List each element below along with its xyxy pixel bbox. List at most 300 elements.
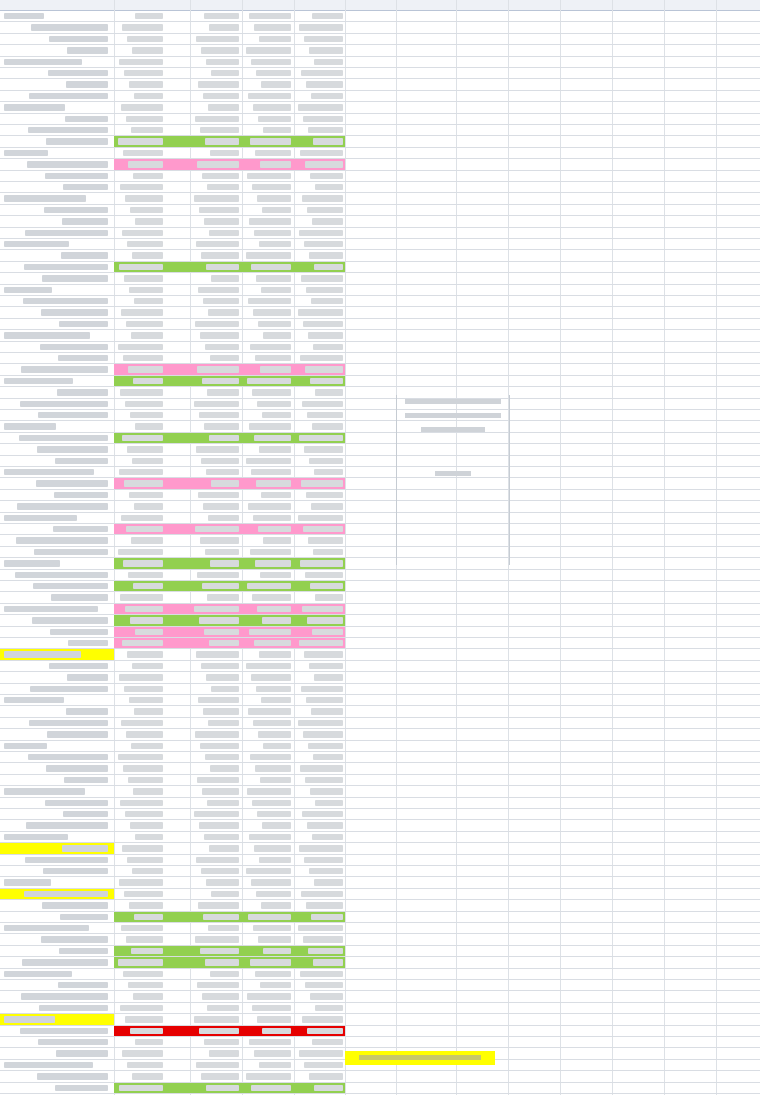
table-row bbox=[0, 1014, 760, 1025]
cell-value-placeholder bbox=[128, 982, 163, 988]
row-label-placeholder bbox=[28, 754, 108, 760]
cell-value-placeholder bbox=[202, 583, 239, 589]
cell-value-placeholder bbox=[195, 321, 239, 327]
table-row bbox=[0, 991, 760, 1002]
cell-value-placeholder bbox=[254, 640, 291, 646]
cell-value-placeholder bbox=[308, 332, 343, 338]
table-row bbox=[0, 1037, 760, 1048]
row-label-placeholder bbox=[4, 195, 86, 201]
cell-value-placeholder bbox=[258, 936, 291, 942]
table-row bbox=[0, 513, 760, 524]
row-label-placeholder bbox=[4, 560, 60, 566]
cell-value-placeholder bbox=[199, 822, 239, 828]
cell-value-placeholder bbox=[125, 195, 163, 201]
cell-value-placeholder bbox=[262, 207, 291, 213]
cell-value-placeholder bbox=[122, 1050, 163, 1056]
cell-value-placeholder bbox=[260, 982, 291, 988]
cell-value-placeholder bbox=[304, 446, 343, 452]
cell-value-placeholder bbox=[300, 150, 343, 156]
cell-value-placeholder bbox=[126, 731, 163, 737]
row-label-placeholder bbox=[44, 207, 108, 213]
cell-value-placeholder bbox=[315, 800, 343, 806]
cell-value-placeholder bbox=[124, 70, 163, 76]
cell-value-placeholder bbox=[254, 845, 291, 851]
row-label-placeholder bbox=[4, 13, 44, 19]
cell-value-placeholder bbox=[248, 503, 291, 509]
row-label-placeholder bbox=[21, 366, 108, 372]
table-row bbox=[0, 786, 760, 797]
cell-value-placeholder bbox=[210, 355, 239, 361]
table-row bbox=[0, 672, 760, 683]
row-label-placeholder bbox=[38, 412, 108, 418]
cell-value-placeholder bbox=[254, 230, 291, 236]
cell-value-placeholder bbox=[306, 697, 343, 703]
cell-value-placeholder bbox=[200, 537, 239, 543]
cell-value-placeholder bbox=[302, 1016, 343, 1022]
cell-value-placeholder bbox=[204, 13, 239, 19]
cell-value-placeholder bbox=[125, 401, 163, 407]
row-label-placeholder bbox=[68, 640, 108, 646]
table-row bbox=[0, 79, 760, 90]
cell-value-placeholder bbox=[301, 275, 343, 281]
row-label-placeholder bbox=[29, 720, 108, 726]
table-row bbox=[0, 250, 760, 261]
row-label-placeholder bbox=[54, 492, 108, 498]
cell-value-placeholder bbox=[260, 366, 291, 372]
row-label-placeholder bbox=[50, 629, 108, 635]
cell-value-placeholder bbox=[201, 47, 239, 53]
table-row bbox=[0, 399, 760, 410]
row-label-placeholder bbox=[22, 959, 108, 965]
cell-value-placeholder bbox=[134, 914, 163, 920]
cell-value-placeholder bbox=[201, 868, 239, 874]
cell-value-placeholder bbox=[300, 560, 343, 566]
cell-value-placeholder bbox=[313, 754, 343, 760]
cell-value-placeholder bbox=[263, 743, 291, 749]
cell-value-placeholder bbox=[207, 594, 239, 600]
cell-value-placeholder bbox=[121, 104, 163, 110]
row-label-placeholder bbox=[46, 765, 108, 771]
cell-value-placeholder bbox=[121, 309, 163, 315]
table-row bbox=[0, 934, 760, 945]
cell-value-placeholder bbox=[309, 47, 343, 53]
cell-value-placeholder bbox=[128, 572, 163, 578]
cell-value-placeholder bbox=[211, 891, 239, 897]
cell-value-placeholder bbox=[200, 332, 239, 338]
table-row bbox=[0, 866, 760, 877]
cell-value-placeholder bbox=[202, 173, 239, 179]
cell-value-placeholder bbox=[133, 173, 163, 179]
table-row bbox=[0, 102, 760, 113]
table-row bbox=[0, 456, 760, 467]
row-label-placeholder bbox=[4, 834, 68, 840]
cell-value-placeholder bbox=[309, 868, 343, 874]
cell-value-placeholder bbox=[307, 1028, 343, 1034]
result-note bbox=[345, 1051, 495, 1065]
cell-value-placeholder bbox=[306, 902, 343, 908]
cell-value-placeholder bbox=[249, 629, 291, 635]
cell-value-placeholder bbox=[303, 731, 343, 737]
row-label-placeholder bbox=[4, 606, 98, 612]
cell-value-placeholder bbox=[255, 355, 291, 361]
cell-value-placeholder bbox=[124, 891, 163, 897]
cell-value-placeholder bbox=[246, 458, 291, 464]
cell-value-placeholder bbox=[200, 743, 239, 749]
row-label-placeholder bbox=[37, 1073, 108, 1079]
cell-value-placeholder bbox=[210, 765, 239, 771]
cell-value-placeholder bbox=[304, 241, 343, 247]
cell-value-placeholder bbox=[248, 93, 291, 99]
cell-value-placeholder bbox=[306, 492, 343, 498]
cell-value-placeholder bbox=[127, 1062, 163, 1068]
cell-value-placeholder bbox=[207, 800, 239, 806]
table-row bbox=[0, 706, 760, 717]
cell-value-placeholder bbox=[310, 583, 343, 589]
column-header bbox=[0, 0, 760, 11]
table-row bbox=[0, 193, 760, 204]
row-label-placeholder bbox=[51, 594, 108, 600]
cell-value-placeholder bbox=[124, 480, 163, 486]
row-label-placeholder bbox=[16, 537, 108, 543]
cell-value-placeholder bbox=[194, 1016, 239, 1022]
cell-value-placeholder bbox=[250, 138, 291, 144]
cell-value-placeholder bbox=[246, 868, 291, 874]
table-row bbox=[0, 114, 760, 125]
cell-value-placeholder bbox=[210, 971, 239, 977]
row-label-placeholder bbox=[4, 651, 81, 657]
table-row bbox=[0, 68, 760, 79]
cell-value-placeholder bbox=[302, 811, 343, 817]
cell-value-placeholder bbox=[131, 743, 163, 749]
cell-value-placeholder bbox=[204, 423, 239, 429]
cell-value-placeholder bbox=[124, 275, 163, 281]
row-label-placeholder bbox=[45, 800, 108, 806]
cell-value-placeholder bbox=[314, 1085, 343, 1091]
cell-value-placeholder bbox=[132, 1073, 163, 1079]
cell-value-placeholder bbox=[311, 93, 343, 99]
cell-value-placeholder bbox=[118, 138, 163, 144]
cell-value-placeholder bbox=[195, 526, 239, 532]
cell-value-placeholder bbox=[313, 344, 343, 350]
cell-value-placeholder bbox=[259, 1062, 291, 1068]
cell-value-placeholder bbox=[312, 218, 343, 224]
cell-value-placeholder bbox=[130, 822, 163, 828]
cell-value-placeholder bbox=[125, 811, 163, 817]
table-row bbox=[0, 34, 760, 45]
cell-value-placeholder bbox=[253, 515, 291, 521]
cell-value-placeholder bbox=[211, 275, 239, 281]
cell-value-placeholder bbox=[195, 116, 239, 122]
cell-value-placeholder bbox=[313, 138, 343, 144]
row-label-placeholder bbox=[63, 184, 108, 190]
cell-value-placeholder bbox=[256, 891, 291, 897]
cell-value-placeholder bbox=[259, 857, 291, 863]
cell-value-placeholder bbox=[120, 800, 163, 806]
cell-value-placeholder bbox=[206, 264, 239, 270]
table-row bbox=[0, 649, 760, 660]
row-label-placeholder bbox=[4, 788, 85, 794]
cell-value-placeholder bbox=[300, 971, 343, 977]
cell-value-placeholder bbox=[301, 686, 343, 692]
row-label-placeholder bbox=[4, 59, 82, 65]
row-label-placeholder bbox=[43, 868, 108, 874]
cell-value-placeholder bbox=[304, 651, 343, 657]
cell-value-placeholder bbox=[252, 594, 291, 600]
cell-value-placeholder bbox=[205, 138, 239, 144]
cell-value-placeholder bbox=[254, 1050, 291, 1056]
row-label-placeholder bbox=[4, 378, 73, 384]
row-label-placeholder bbox=[4, 150, 48, 156]
row-label-placeholder bbox=[30, 686, 108, 692]
cell-value-placeholder bbox=[309, 663, 343, 669]
cell-value-placeholder bbox=[247, 583, 291, 589]
cell-value-placeholder bbox=[196, 651, 239, 657]
table-row bbox=[0, 741, 760, 752]
cell-value-placeholder bbox=[132, 663, 163, 669]
row-label-placeholder bbox=[47, 731, 108, 737]
row-label-placeholder bbox=[59, 948, 108, 954]
cell-value-placeholder bbox=[207, 184, 239, 190]
cell-value-placeholder bbox=[119, 59, 163, 65]
cell-value-placeholder bbox=[247, 993, 291, 999]
cell-value-placeholder bbox=[253, 104, 291, 110]
row-label-placeholder bbox=[24, 891, 108, 897]
row-label-placeholder bbox=[38, 1039, 108, 1045]
cell-value-placeholder bbox=[130, 1028, 163, 1034]
cell-value-placeholder bbox=[208, 309, 239, 315]
cell-value-placeholder bbox=[258, 116, 291, 122]
cell-value-placeholder bbox=[301, 891, 343, 897]
cell-value-placeholder bbox=[124, 686, 163, 692]
cell-value-placeholder bbox=[131, 948, 163, 954]
table-row bbox=[0, 319, 760, 330]
cell-value-placeholder bbox=[254, 435, 291, 441]
table-row bbox=[0, 421, 760, 432]
table-row bbox=[0, 205, 760, 216]
row-label-placeholder bbox=[61, 252, 108, 258]
row-label-placeholder bbox=[4, 469, 94, 475]
row-label-placeholder bbox=[20, 1028, 108, 1034]
row-label-placeholder bbox=[42, 902, 108, 908]
cell-value-placeholder bbox=[256, 275, 291, 281]
cell-value-placeholder bbox=[194, 195, 239, 201]
cell-value-placeholder bbox=[210, 150, 239, 156]
table-row bbox=[0, 855, 760, 866]
cell-value-placeholder bbox=[209, 230, 239, 236]
cell-value-placeholder bbox=[259, 241, 291, 247]
cell-value-placeholder bbox=[247, 173, 291, 179]
cell-value-placeholder bbox=[305, 572, 343, 578]
cell-value-placeholder bbox=[257, 401, 291, 407]
cell-value-placeholder bbox=[259, 36, 291, 42]
table-row bbox=[0, 798, 760, 809]
cell-value-placeholder bbox=[198, 902, 239, 908]
cell-value-placeholder bbox=[248, 914, 291, 920]
cell-value-placeholder bbox=[305, 161, 343, 167]
cell-value-placeholder bbox=[250, 344, 291, 350]
cell-value-placeholder bbox=[246, 663, 291, 669]
row-label-placeholder bbox=[4, 1016, 55, 1022]
row-label-placeholder bbox=[4, 925, 89, 931]
row-label-placeholder bbox=[65, 116, 108, 122]
cell-value-placeholder bbox=[302, 401, 343, 407]
cell-value-placeholder bbox=[209, 640, 239, 646]
table-row bbox=[0, 433, 760, 444]
row-label-placeholder bbox=[28, 127, 108, 133]
cell-value-placeholder bbox=[249, 834, 291, 840]
cell-value-placeholder bbox=[259, 446, 291, 452]
table-row bbox=[0, 912, 760, 923]
cell-value-placeholder bbox=[257, 811, 291, 817]
row-label-placeholder bbox=[60, 914, 108, 920]
row-label-placeholder bbox=[46, 138, 108, 144]
cell-value-placeholder bbox=[204, 1039, 239, 1045]
cell-value-placeholder bbox=[134, 93, 163, 99]
table-row bbox=[0, 638, 760, 649]
row-label-placeholder bbox=[4, 697, 64, 703]
table-row bbox=[0, 467, 760, 478]
table-row bbox=[0, 136, 760, 147]
row-label-placeholder bbox=[59, 321, 108, 327]
row-label-placeholder bbox=[63, 811, 108, 817]
row-label-placeholder bbox=[4, 287, 52, 293]
cell-value-placeholder bbox=[300, 355, 343, 361]
cell-value-placeholder bbox=[201, 663, 239, 669]
table-row bbox=[0, 558, 760, 569]
cell-value-placeholder bbox=[254, 24, 291, 30]
cell-value-placeholder bbox=[315, 594, 343, 600]
cell-value-placeholder bbox=[255, 765, 291, 771]
cell-value-placeholder bbox=[204, 629, 239, 635]
cell-value-placeholder bbox=[123, 355, 163, 361]
cell-value-placeholder bbox=[249, 1039, 291, 1045]
row-label-placeholder bbox=[42, 275, 108, 281]
cell-value-placeholder bbox=[257, 195, 291, 201]
cell-value-placeholder bbox=[194, 811, 239, 817]
cell-value-placeholder bbox=[127, 241, 163, 247]
row-label-placeholder bbox=[53, 526, 108, 532]
cell-value-placeholder bbox=[250, 754, 291, 760]
cell-value-placeholder bbox=[256, 480, 291, 486]
row-label-placeholder bbox=[4, 241, 69, 247]
cell-value-placeholder bbox=[311, 298, 343, 304]
table-row bbox=[0, 957, 760, 968]
row-label-placeholder bbox=[58, 982, 108, 988]
cell-value-placeholder bbox=[210, 560, 239, 566]
cell-value-placeholder bbox=[128, 366, 163, 372]
row-label-placeholder bbox=[58, 355, 108, 361]
cell-value-placeholder bbox=[305, 777, 343, 783]
cell-value-placeholder bbox=[118, 549, 163, 555]
cell-value-placeholder bbox=[304, 36, 343, 42]
cell-value-placeholder bbox=[196, 446, 239, 452]
cell-value-placeholder bbox=[298, 925, 343, 931]
cell-value-placeholder bbox=[251, 879, 291, 885]
cell-value-placeholder bbox=[200, 948, 239, 954]
cell-value-placeholder bbox=[314, 674, 343, 680]
cell-value-placeholder bbox=[196, 1062, 239, 1068]
cell-value-placeholder bbox=[298, 104, 343, 110]
table-row bbox=[0, 159, 760, 170]
cell-value-placeholder bbox=[263, 332, 291, 338]
cell-value-placeholder bbox=[302, 195, 343, 201]
cell-value-placeholder bbox=[248, 708, 291, 714]
cell-value-placeholder bbox=[131, 127, 163, 133]
table-row bbox=[0, 125, 760, 136]
row-label-placeholder bbox=[19, 435, 108, 441]
cell-value-placeholder bbox=[120, 1005, 163, 1011]
table-row bbox=[0, 832, 760, 843]
table-row bbox=[0, 239, 760, 250]
cell-value-placeholder bbox=[121, 515, 163, 521]
cell-value-placeholder bbox=[207, 1005, 239, 1011]
cell-value-placeholder bbox=[308, 127, 343, 133]
cell-value-placeholder bbox=[310, 173, 343, 179]
cell-value-placeholder bbox=[308, 537, 343, 543]
cell-value-placeholder bbox=[309, 252, 343, 258]
table-row bbox=[0, 627, 760, 638]
cell-value-placeholder bbox=[123, 560, 163, 566]
cell-value-placeholder bbox=[253, 309, 291, 315]
table-row bbox=[0, 524, 760, 535]
cell-value-placeholder bbox=[258, 321, 291, 327]
table-row bbox=[0, 501, 760, 512]
table-row bbox=[0, 148, 760, 159]
table-row bbox=[0, 57, 760, 68]
cell-value-placeholder bbox=[129, 492, 163, 498]
row-label-placeholder bbox=[62, 218, 108, 224]
cell-value-placeholder bbox=[127, 857, 163, 863]
row-label-placeholder bbox=[24, 264, 108, 270]
table-row bbox=[0, 11, 760, 22]
row-label-placeholder bbox=[57, 389, 108, 395]
row-label-placeholder bbox=[56, 1050, 108, 1056]
cell-value-placeholder bbox=[262, 617, 291, 623]
row-label-placeholder bbox=[55, 1085, 108, 1091]
cell-value-placeholder bbox=[312, 1039, 343, 1045]
table-row bbox=[0, 843, 760, 854]
cell-value-placeholder bbox=[299, 435, 343, 441]
table-row bbox=[0, 570, 760, 581]
row-label-placeholder bbox=[67, 47, 108, 53]
cell-value-placeholder bbox=[202, 993, 239, 999]
cell-value-placeholder bbox=[207, 389, 239, 395]
cell-value-placeholder bbox=[252, 184, 291, 190]
cell-value-placeholder bbox=[252, 389, 291, 395]
cell-value-placeholder bbox=[209, 24, 239, 30]
cell-value-placeholder bbox=[118, 959, 163, 965]
cell-value-placeholder bbox=[253, 925, 291, 931]
cell-value-placeholder bbox=[263, 948, 291, 954]
cell-value-placeholder bbox=[300, 765, 343, 771]
cell-value-placeholder bbox=[315, 389, 343, 395]
cell-value-placeholder bbox=[201, 252, 239, 258]
cell-value-placeholder bbox=[123, 150, 163, 156]
cell-value-placeholder bbox=[125, 1016, 163, 1022]
cell-value-placeholder bbox=[315, 184, 343, 190]
table-row bbox=[0, 353, 760, 364]
cell-value-placeholder bbox=[302, 606, 343, 612]
cell-value-placeholder bbox=[305, 366, 343, 372]
cell-value-placeholder bbox=[206, 469, 239, 475]
table-row bbox=[0, 900, 760, 911]
cell-value-placeholder bbox=[126, 116, 163, 122]
cell-value-placeholder bbox=[118, 754, 163, 760]
cell-value-placeholder bbox=[261, 81, 291, 87]
row-label-placeholder bbox=[21, 993, 108, 999]
cell-value-placeholder bbox=[255, 150, 291, 156]
table-row bbox=[0, 820, 760, 831]
